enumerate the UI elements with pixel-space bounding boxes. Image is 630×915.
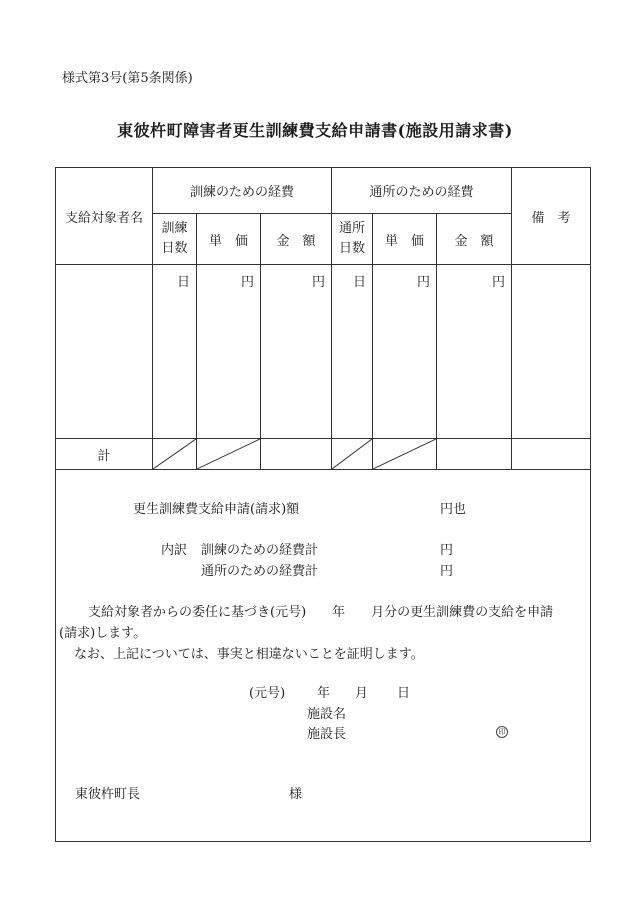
remarks-header: 備 考 (512, 168, 591, 265)
total-label: 計 (56, 439, 153, 470)
statement-line-2: (請求)します。 (59, 626, 147, 641)
commute-unit-price-header: 単 価 (373, 214, 437, 265)
document-title: 東彼杵町障害者更生訓練費支給申請書(施設用請求書) (117, 121, 513, 140)
training-cost-total-label: 訓練のための経費計 (201, 543, 319, 558)
facility-name-label: 施設名 (307, 707, 347, 722)
training-days-l1: 訓練 (161, 221, 188, 236)
commute-cost-total-unit: 円 (440, 564, 454, 579)
commute-unit-total-slash (373, 439, 437, 470)
commute-cost-total-label: 通所のための経費計 (201, 564, 319, 579)
commute-unit-price-cell[interactable]: 円 (373, 265, 437, 439)
date-era: (元号) (249, 686, 286, 701)
form-number: 様式第3号(第5条関係) (62, 71, 193, 86)
training-amount-total-cell[interactable] (261, 439, 332, 470)
commute-days-cell[interactable]: 日 (332, 265, 373, 439)
training-cost-total-unit: 円 (440, 543, 454, 558)
seal-mark (496, 723, 508, 738)
date-day: 日 (397, 686, 411, 701)
date-year: 年 (317, 686, 331, 701)
statement-line-3: なお、上記については、事実と相違ないことを証明します。 (74, 647, 424, 662)
recipient-name-header: 支給対象者名 (56, 168, 153, 265)
commute-days-l1: 通所 (339, 221, 366, 236)
commute-amount-cell[interactable]: 円 (437, 265, 512, 439)
training-amount-header: 金 額 (261, 214, 332, 265)
recipient-name-cell[interactable] (56, 265, 153, 439)
claim-amount-unit: 円也 (440, 502, 467, 517)
facility-head-label: 施設長 (307, 727, 347, 742)
training-unit-price-cell[interactable]: 円 (197, 265, 261, 439)
expense-table (55, 167, 591, 470)
training-days-total-slash (153, 439, 197, 470)
honorific: 様 (289, 787, 303, 802)
commute-amount-header: 金 額 (437, 214, 512, 265)
training-unit-price-header: 単 価 (197, 214, 261, 265)
statement-line-1: 支給対象者からの委任に基づき(元号) 年 月分の更生訓練費の支給を申請 (88, 605, 554, 620)
addressee: 東彼杵町長 (75, 787, 141, 802)
training-expense-header: 訓練のための経費 (153, 168, 332, 214)
commute-amount-total-cell[interactable] (437, 439, 512, 470)
training-unit-total-slash (197, 439, 261, 470)
commute-days-l2: 日数 (339, 241, 366, 256)
date-month: 月 (355, 686, 369, 701)
training-amount-cell[interactable]: 円 (261, 265, 332, 439)
remarks-cell[interactable] (512, 265, 591, 439)
declaration-section (55, 470, 591, 842)
seal-icon: 印 (496, 726, 508, 738)
training-days-header (153, 214, 197, 265)
breakdown-label: 内訳 (161, 543, 188, 558)
commute-days-header (332, 214, 373, 265)
remarks-total-cell[interactable] (512, 439, 591, 470)
claim-amount-label: 更生訓練費支給申請(請求)額 (133, 502, 300, 517)
commute-days-total-slash (332, 439, 373, 470)
training-days-cell[interactable]: 日 (153, 265, 197, 439)
commute-expense-header: 通所のための経費 (332, 168, 512, 214)
training-days-l2: 日数 (161, 241, 188, 256)
